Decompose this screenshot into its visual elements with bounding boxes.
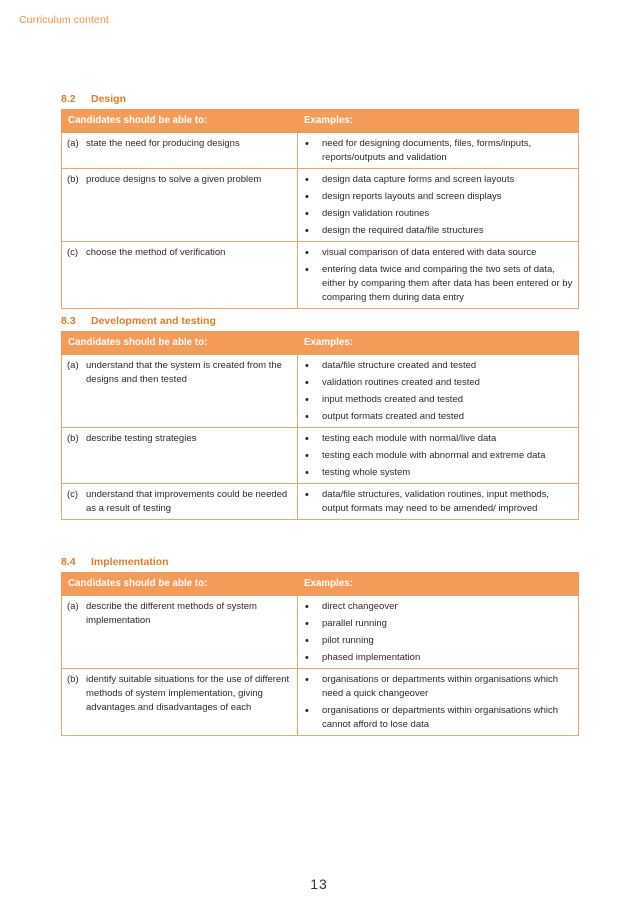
section-number: 8.2 — [61, 93, 76, 105]
ability-text: state the need for producing designs — [86, 138, 240, 149]
ability-text: identify suitable situations for the use of different methods of system implementation, giving advantages and disadvantages of each — [86, 674, 290, 713]
section-8-4 — [61, 555, 578, 736]
examples-list — [303, 673, 573, 732]
ability-label: (b) — [67, 433, 79, 444]
ability-item — [67, 359, 292, 387]
ability-cell — [62, 428, 298, 484]
examples-cell — [298, 242, 579, 309]
example-item: • input methods created and tested — [303, 393, 573, 407]
table-row — [62, 355, 579, 428]
ability-cell — [62, 242, 298, 309]
ability-item — [67, 488, 292, 516]
examples-cell — [298, 428, 579, 484]
examples-list — [303, 432, 573, 480]
example-item: • need for designing documents, files, forms/inputs, reports/outputs and validation — [303, 137, 573, 165]
ability-label: (c) — [67, 247, 79, 258]
example-item: • organisations or departments within organisations which cannot afford to lose data — [303, 704, 573, 732]
section-heading: Design — [91, 93, 127, 105]
section-title — [61, 555, 578, 569]
example-item: • data/file structure created and tested — [303, 359, 573, 373]
ability-text: understand that the system is created from the designs and then tested — [86, 360, 282, 385]
column-header-examples: Examples: — [298, 573, 579, 596]
column-header-examples: Examples: — [298, 332, 579, 355]
ability-label: (a) — [67, 360, 79, 371]
ability-text: choose the method of verification — [86, 247, 226, 258]
table-row — [62, 596, 579, 669]
examples-cell — [298, 484, 579, 520]
example-item: • design validation routines — [303, 207, 573, 221]
ability-item — [67, 246, 292, 260]
column-header-ability: Candidates should be able to: — [62, 110, 298, 133]
page-number: 13 — [310, 876, 328, 892]
ability-label: (b) — [67, 674, 79, 685]
curriculum-table — [61, 331, 579, 520]
ability-cell — [62, 669, 298, 736]
ability-item — [67, 137, 292, 151]
curriculum-table — [61, 109, 579, 309]
ability-item — [67, 600, 292, 628]
table-row — [62, 133, 579, 169]
table-header-row — [62, 573, 579, 596]
ability-item — [67, 673, 292, 715]
example-item: • output formats created and tested — [303, 410, 573, 424]
example-item: • design the required data/file structures — [303, 224, 573, 238]
examples-list — [303, 173, 573, 238]
example-item: • phased implementation — [303, 651, 573, 665]
ability-text: understand that improvements could be needed as a result of testing — [86, 489, 288, 514]
ability-label: (a) — [67, 138, 79, 149]
section-8-3 — [61, 314, 578, 520]
example-item: • parallel running — [303, 617, 573, 631]
example-item: • pilot running — [303, 634, 573, 648]
examples-cell — [298, 355, 579, 428]
section-number: 8.3 — [61, 315, 76, 327]
ability-cell — [62, 133, 298, 169]
column-header-examples: Examples: — [298, 110, 579, 133]
example-item: • validation routines created and tested — [303, 376, 573, 390]
section-heading: Implementation — [91, 556, 169, 568]
table-header-row — [62, 110, 579, 133]
examples-list — [303, 600, 573, 665]
examples-cell — [298, 169, 579, 242]
example-item: • design data capture forms and screen layouts — [303, 173, 573, 187]
curriculum-table — [61, 572, 579, 736]
section-number: 8.4 — [61, 556, 76, 568]
ability-cell — [62, 169, 298, 242]
column-header-ability: Candidates should be able to: — [62, 332, 298, 355]
ability-item — [67, 173, 292, 187]
examples-cell — [298, 596, 579, 669]
table-row — [62, 242, 579, 309]
table-row — [62, 484, 579, 520]
section-heading: Development and testing — [91, 315, 216, 327]
table-row — [62, 169, 579, 242]
ability-label: (a) — [67, 601, 79, 612]
example-item: • design reports layouts and screen displays — [303, 190, 573, 204]
example-item: • testing each module with normal/live data — [303, 432, 573, 446]
section-title — [61, 314, 578, 328]
example-item: • entering data twice and comparing the two sets of data, either by comparing them after data has been entered or by comparing them during data entry — [303, 263, 573, 305]
ability-item — [67, 432, 292, 446]
column-header-ability: Candidates should be able to: — [62, 573, 298, 596]
example-item: • testing each module with abnormal and extreme data — [303, 449, 573, 463]
examples-cell — [298, 669, 579, 736]
ability-text: describe the different methods of system implementation — [86, 601, 257, 626]
ability-cell — [62, 596, 298, 669]
ability-text: produce designs to solve a given problem — [86, 174, 262, 185]
table-header-row — [62, 332, 579, 355]
section-title — [61, 92, 578, 106]
ability-label: (c) — [67, 489, 79, 500]
example-item: • visual comparison of data entered with data source — [303, 246, 573, 260]
example-item: • organisations or departments within organisations which need a quick changeover — [303, 673, 573, 701]
section-8-2 — [61, 92, 578, 309]
running-head: Curriculum content — [19, 14, 109, 26]
table-row — [62, 669, 579, 736]
ability-text: describe testing strategies — [86, 433, 197, 444]
examples-list — [303, 359, 573, 424]
examples-list — [303, 488, 573, 516]
example-item: • testing whole system — [303, 466, 573, 480]
table-row — [62, 428, 579, 484]
examples-list — [303, 137, 573, 165]
ability-label: (b) — [67, 174, 79, 185]
examples-list — [303, 246, 573, 305]
ability-cell — [62, 484, 298, 520]
examples-cell — [298, 133, 579, 169]
ability-cell — [62, 355, 298, 428]
example-item: • data/file structures, validation routines, input methods, output formats may need to be amended/ improved — [303, 488, 573, 516]
example-item: • direct changeover — [303, 600, 573, 614]
